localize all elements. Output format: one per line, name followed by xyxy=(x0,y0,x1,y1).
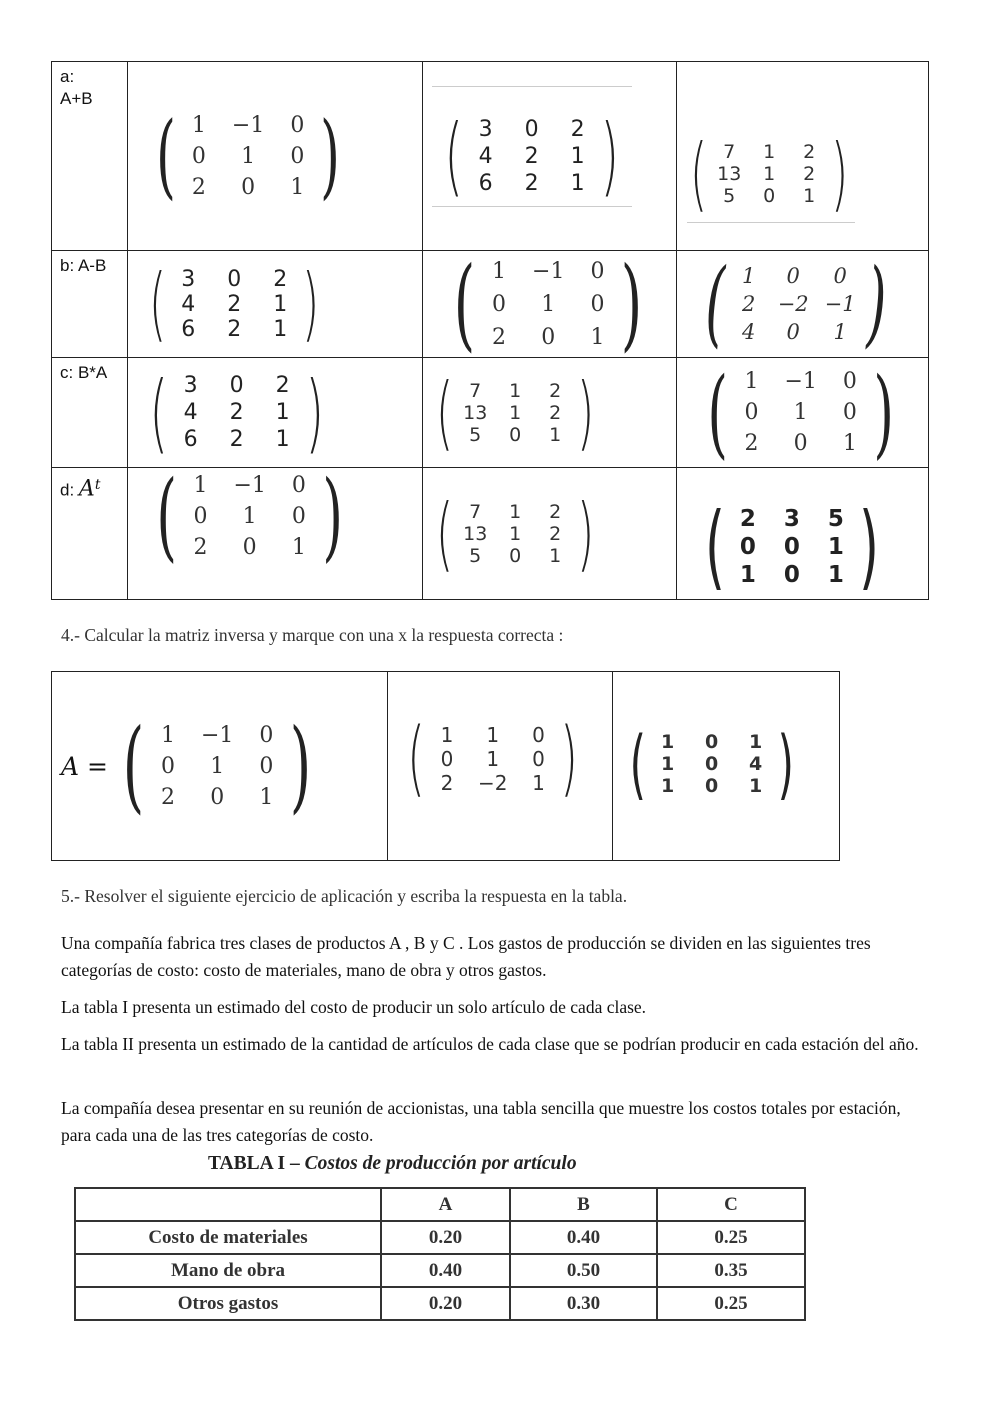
matrix-entry: 4 xyxy=(183,400,198,425)
matrix-bracket: ( xyxy=(453,245,476,362)
cell-value: 0.30 xyxy=(510,1287,657,1320)
matrix-entry: 0 xyxy=(842,400,857,425)
matrix-entry: 5 xyxy=(827,505,844,532)
matrix-entry: −1 xyxy=(784,369,817,394)
matrix-entry: 0 xyxy=(242,534,257,560)
matrix-entry: 0 xyxy=(532,723,545,747)
matrix-entry: 1 xyxy=(486,747,500,771)
matrix-entry: 7 xyxy=(469,500,482,523)
inverse-option-2[interactable] xyxy=(613,672,840,861)
row-label-b: b: A-B xyxy=(52,251,128,358)
matrix-entry: −1 xyxy=(233,472,266,498)
matrix-entry: 0 xyxy=(259,753,274,779)
matrix-entry: 0 xyxy=(842,369,857,394)
matrix-bracket: ) xyxy=(322,460,343,572)
cell-value: 0.40 xyxy=(510,1221,657,1254)
matrix-entry: 0 xyxy=(290,143,305,169)
option-a3[interactable] xyxy=(677,62,929,251)
matrix-entry: 0 xyxy=(524,116,539,142)
cell-value: 0.50 xyxy=(510,1254,657,1287)
matrix-entry: 1 xyxy=(742,264,756,288)
matrix-entry: 0 xyxy=(532,747,545,771)
matrix-bracket: ) xyxy=(865,249,887,358)
given-matrix-cell xyxy=(52,672,388,861)
matrix-bracket: ) xyxy=(302,257,320,350)
matrix-entry: 2 xyxy=(273,266,288,292)
matrix-entry: 1 xyxy=(549,423,562,446)
tabla-1 xyxy=(74,1187,806,1321)
matrix-entry: 0 xyxy=(290,112,305,138)
matrix-bracket: ) xyxy=(305,362,324,463)
matrix-entry: 0 xyxy=(227,266,242,292)
matrix-entry: 2 xyxy=(227,291,242,317)
header-cell: B xyxy=(510,1188,657,1221)
matrix-entry: 1 xyxy=(291,534,306,560)
matrix-entry: 1 xyxy=(570,170,585,196)
matrix-entry: 0 xyxy=(509,544,522,567)
matrix-entry: 0 xyxy=(783,533,800,560)
matrix-entry: 0 xyxy=(590,258,605,284)
option-c2[interactable] xyxy=(423,358,677,468)
matrix-bracket: ( xyxy=(149,257,167,350)
scan-line xyxy=(432,206,632,207)
option-d3[interactable] xyxy=(677,468,929,600)
matrix-entry: 1 xyxy=(160,722,175,748)
matrix-entry: 1 xyxy=(827,561,844,588)
inverse-option-1[interactable] xyxy=(388,672,613,861)
matrix-entry: 6 xyxy=(181,316,196,342)
scan-line xyxy=(432,86,632,87)
matrix-entry: 6 xyxy=(183,427,198,452)
matrix-entry: 13 xyxy=(463,401,488,424)
matrix-bracket: ) xyxy=(873,356,894,469)
matrix-entry: 2 xyxy=(549,401,562,424)
matrix-entry: 1 xyxy=(273,316,288,342)
matrix xyxy=(697,249,894,358)
matrix-bracket: ) xyxy=(577,365,595,459)
matrix-entry: 1 xyxy=(541,291,556,317)
matrix xyxy=(683,127,855,220)
matrix-entry: 0 xyxy=(705,731,719,753)
matrix-entry: 1 xyxy=(827,533,844,560)
tabla-1-title: TABLA I – Costos de producción por artículo xyxy=(208,1153,577,1174)
matrix-entry: 0 xyxy=(763,185,776,207)
matrix-bracket: ( xyxy=(690,127,708,220)
matrix-entry: 2 xyxy=(742,292,756,316)
table-row xyxy=(75,1254,805,1287)
matrix-entry: 4 xyxy=(742,320,756,344)
row-name: Otros gastos xyxy=(75,1287,381,1320)
matrix-bracket: ( xyxy=(156,102,176,209)
matrix-entry: 0 xyxy=(440,747,454,771)
row-label-c: c: B*A xyxy=(52,358,128,468)
matrix-entry: 2 xyxy=(440,771,454,795)
matrix-entry: 0 xyxy=(291,472,306,498)
matrix-entry: 3 xyxy=(181,266,196,292)
matrix-bracket: ( xyxy=(705,249,726,358)
matrix xyxy=(699,356,902,469)
option-b2[interactable] xyxy=(423,245,677,362)
matrix-entry: 2 xyxy=(229,427,244,452)
matrix-bracket: ) xyxy=(621,245,643,362)
matrix xyxy=(142,257,326,350)
row-a xyxy=(52,62,929,251)
matrix-entry: 1 xyxy=(259,784,274,810)
matrix xyxy=(400,711,585,806)
matrix-entry: 7 xyxy=(469,379,482,402)
option-b1[interactable] xyxy=(128,251,423,358)
matrix-entry: 5 xyxy=(469,544,482,567)
matrix-entry: 2 xyxy=(227,316,242,342)
matrix-entry: 1 xyxy=(509,401,522,424)
matrix-entry: 1 xyxy=(275,400,290,425)
cell-value: 0.40 xyxy=(381,1254,510,1287)
row-d xyxy=(52,468,929,600)
matrix-entry: 2 xyxy=(549,379,562,402)
matrix-entry: 1 xyxy=(590,324,605,350)
matrix-bracket: ( xyxy=(444,106,464,206)
matrix-entry: 2 xyxy=(160,784,175,810)
matrix xyxy=(623,719,800,808)
matrix-bracket: ( xyxy=(705,492,725,600)
question-5: 5.- Resolver el siguiente ejercicio de aplicación y escriba la respuesta en la tabla. xyxy=(61,886,628,906)
paragraph-1: Una compañía fabrica tres clases de productos A , B y C . Los gastos de producción se dividen en las siguientes tres categorías de costo: costo de materiales, mano de obra y otros gastos. xyxy=(61,933,871,980)
row-name: Costo de materiales xyxy=(75,1221,381,1254)
matrix-entry: 7 xyxy=(723,141,736,163)
cell-value: 0.35 xyxy=(657,1254,805,1287)
table-row xyxy=(75,1221,805,1254)
paragraph-3: La tabla II presenta un estimado de la cantidad de artículos de cada clase que se podrían producir en cada estación del año. xyxy=(61,1034,919,1054)
matrix-entry: 2 xyxy=(803,141,816,163)
cell-value: 0.20 xyxy=(381,1221,510,1254)
matrix-entry: 1 xyxy=(833,320,847,344)
matrix-entry: 5 xyxy=(469,423,482,446)
matrix-bracket: ( xyxy=(407,711,425,806)
matrix-entry: 2 xyxy=(803,163,816,185)
row-label-a: a: A+B xyxy=(52,62,128,251)
matrix-entry: 1 xyxy=(509,522,522,545)
option-c3[interactable] xyxy=(677,358,929,468)
matrix-bracket: ) xyxy=(577,486,595,580)
matrix-entry: 0 xyxy=(241,174,256,200)
matrix-bracket: ) xyxy=(831,127,849,220)
matrix-entry: 2 xyxy=(275,373,290,398)
matrix-entry: 2 xyxy=(524,143,539,169)
matrix-bracket: ( xyxy=(149,362,169,463)
matrix-entry: 1 xyxy=(492,258,507,284)
operations-table xyxy=(51,61,929,600)
table-row xyxy=(75,1287,805,1320)
matrix-entry: 0 xyxy=(705,775,719,797)
matrix-bracket: ( xyxy=(156,460,178,572)
matrix-entry: 0 xyxy=(783,561,800,588)
matrix-entry: 0 xyxy=(793,431,808,456)
row-c xyxy=(52,358,929,468)
matrix-entry: 5 xyxy=(723,185,736,207)
option-a1[interactable] xyxy=(128,62,423,251)
matrix-entry: −2 xyxy=(478,771,508,795)
cell-value: 0.25 xyxy=(657,1287,805,1320)
matrix xyxy=(148,460,351,572)
matrix-entry: 1 xyxy=(549,544,562,567)
paragraph-2: La tabla I presenta un estimado del costo de producir un solo artículo de cada clase. xyxy=(61,997,647,1017)
matrix-entry: 1 xyxy=(744,369,759,394)
matrix-entry: 0 xyxy=(291,503,306,529)
matrix-entry: 1 xyxy=(739,561,756,588)
matrix-bracket: ( xyxy=(436,365,454,459)
matrix-entry: 2 xyxy=(744,431,759,456)
matrix-entry: −1 xyxy=(824,292,856,316)
matrix-bracket: ) xyxy=(600,106,619,206)
matrix-entry: 4 xyxy=(749,753,763,775)
matrix-entry: −1 xyxy=(231,112,265,138)
matrix-entry: 1 xyxy=(275,427,290,452)
matrix-entry: 1 xyxy=(241,143,256,169)
matrix-entry: 0 xyxy=(705,753,719,775)
matrix-bracket: ( xyxy=(629,719,646,808)
matrix-entry: 1 xyxy=(242,503,257,529)
matrix-entry: 0 xyxy=(191,143,206,169)
row-b xyxy=(52,251,929,358)
header-cell: A xyxy=(381,1188,510,1221)
matrix xyxy=(437,106,626,206)
matrix-entry: 1 xyxy=(749,775,763,797)
cell-value: 0.20 xyxy=(381,1287,510,1320)
matrix-entry: 1 xyxy=(749,731,763,753)
matrix-entry: 0 xyxy=(509,423,522,446)
matrix-entry: −2 xyxy=(777,292,809,316)
matrix-entry: 0 xyxy=(492,291,507,317)
matrix-entry: 2 xyxy=(739,505,756,532)
matrix-entry: 1 xyxy=(763,141,776,163)
table-header-row xyxy=(75,1188,805,1221)
matrix-entry: 1 xyxy=(793,400,808,425)
header-cell: C xyxy=(657,1188,805,1221)
matrix-entry: 1 xyxy=(509,500,522,523)
matrix-entry: −1 xyxy=(200,722,234,748)
matrix-entry: 0 xyxy=(786,320,800,344)
inverse-table xyxy=(51,671,840,861)
matrix-entry: 1 xyxy=(273,291,288,317)
matrix-entry: 13 xyxy=(463,522,488,545)
matrix-entry: 3 xyxy=(478,116,493,142)
matrix-entry: 0 xyxy=(744,400,759,425)
matrix-bracket: ( xyxy=(122,707,145,824)
matrix-entry: 1 xyxy=(486,723,500,747)
option-b3[interactable] xyxy=(677,251,929,358)
row-label-d: d: $A^t$ xyxy=(52,468,128,600)
matrix-bracket: ) xyxy=(320,102,341,209)
matrix xyxy=(445,245,651,362)
matrix-entry: 1 xyxy=(193,472,208,498)
matrix-bracket: ) xyxy=(777,719,794,808)
matrix-entry: 13 xyxy=(717,163,742,185)
matrix-entry: 1 xyxy=(191,112,206,138)
matrix-entry: 2 xyxy=(229,400,244,425)
matrix-entry: 0 xyxy=(229,373,244,398)
matrix-entry: 0 xyxy=(193,503,208,529)
matrix xyxy=(697,492,887,600)
matrix-entry: 1 xyxy=(661,775,675,797)
matrix-entry: 0 xyxy=(833,264,847,288)
row-name: Mano de obra xyxy=(75,1254,381,1287)
matrix-entry: 0 xyxy=(160,753,175,779)
matrix-entry: −1 xyxy=(532,258,565,284)
matrix-entry: 0 xyxy=(541,324,556,350)
matrix-entry: 1 xyxy=(803,185,816,207)
paragraph-4: La compañía desea presentar en su reunión de accionistas, una tabla sencilla que muestre los costos totales por estación, para cada una de las tres categorías de costo. xyxy=(61,1098,901,1145)
matrix-entry: 2 xyxy=(492,324,507,350)
option-a2[interactable] xyxy=(423,62,677,251)
matrix xyxy=(142,362,331,463)
matrix-entry: 0 xyxy=(259,722,274,748)
matrix-bracket: ) xyxy=(560,711,579,806)
matrix-entry: 2 xyxy=(549,522,562,545)
cell-value: 0.25 xyxy=(657,1221,805,1254)
matrix-entry: 1 xyxy=(842,431,857,456)
matrix-entry: 2 xyxy=(570,116,585,142)
option-d1[interactable] xyxy=(128,460,423,600)
matrix-entry: 1 xyxy=(290,174,305,200)
matrix-entry: 1 xyxy=(440,723,454,747)
matrix-entry: 4 xyxy=(478,143,493,169)
matrix-entry: 0 xyxy=(590,291,605,317)
matrix-entry: 2 xyxy=(549,500,562,523)
option-d2[interactable] xyxy=(423,468,677,600)
matrix xyxy=(429,486,601,580)
matrix-entry: 0 xyxy=(210,784,225,810)
matrix-entry: 2 xyxy=(193,534,208,560)
matrix-entry: 1 xyxy=(661,753,675,775)
matrix-bracket: ( xyxy=(436,486,454,580)
matrix-bracket: ( xyxy=(707,356,729,469)
matrix-entry: 1 xyxy=(509,379,522,402)
matrix-entry: 1 xyxy=(570,143,585,169)
matrix-entry: 2 xyxy=(524,170,539,196)
matrix-entry: 4 xyxy=(181,291,196,317)
matrix-label: A = xyxy=(61,751,108,781)
matrix xyxy=(429,365,601,459)
matrix-entry: 0 xyxy=(739,533,756,560)
matrix-entry: 0 xyxy=(786,264,800,288)
matrix-bracket: ) xyxy=(858,492,879,600)
matrix-entry: 1 xyxy=(210,753,225,779)
matrix-entry: 3 xyxy=(783,505,800,532)
matrix xyxy=(148,102,348,209)
matrix-entry: 1 xyxy=(661,731,675,753)
matrix-entry: 1 xyxy=(763,163,776,185)
matrix-entry: 3 xyxy=(183,373,198,398)
question-4: 4.- Calcular la matriz inversa y marque con una x la respuesta correcta : xyxy=(61,625,564,645)
matrix-bracket: ) xyxy=(290,707,312,824)
scan-line xyxy=(687,222,855,223)
matrix-entry: 2 xyxy=(191,174,206,200)
matrix-entry: 1 xyxy=(532,771,545,795)
header-cell xyxy=(75,1188,381,1221)
given-matrix xyxy=(114,707,320,824)
option-c1[interactable] xyxy=(128,358,423,468)
matrix-entry: 6 xyxy=(478,170,493,196)
